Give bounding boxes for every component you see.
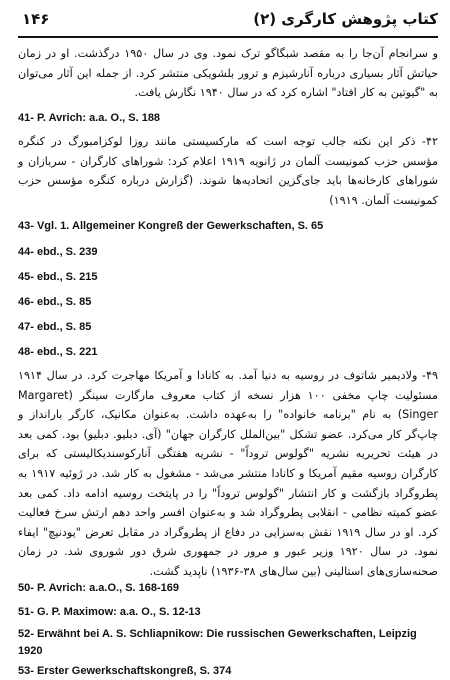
page-number: ۱۴۶ [22, 10, 50, 28]
footnote-48: 48- ebd., S. 221 [18, 346, 98, 358]
page-header [18, 8, 438, 32]
footnote-51: 51- G. P. Maximow: a.a. O., S. 12-13 [18, 606, 201, 618]
footnote-52: 52- Erwähnt bei A. S. Schliapnikow: Die russischen Gewerkschaften, Leipzig 1920 [18, 628, 417, 657]
footnote-42: ۴۲- ذکر این نکته جالب توجه است که مارکسیستی مانند روزا لوکزامبورگ در کنگره مؤسس حزب کمونیست آلمان در ژانویه ۱۹۱۹ اعلام کرد: شوراهای کارگران - سربازان و شوراهای کارخانه‌ها باید جای‌گزین اتحادیه‌ها شوند. (گزارش درباره کنگره مؤسس حزب کمونیست آلمان. ۱۹۱۹) [18, 135, 438, 207]
footnote-41: 41- P. Avrich: a.a. O., S. 188 [18, 112, 161, 124]
footnote-50: 50- P. Avrich: a.a.O., S. 168-169 [18, 582, 180, 594]
header-rule [18, 36, 438, 38]
footnote-46: 46- ebd., S. 85 [18, 296, 92, 308]
footnote-53: 53- Erster Gewerkschaftskongreß, S. 374 [18, 665, 232, 677]
note-continuation-paragraph: و سرانجام آن‌جا را به مقصد شبگاگو ترک نمود. وی در سال ۱۹۵۰ درگذشت. او در زمان حیاتش آثار بسیاری درباره آنارشیزم و ترور بلشویکی منتشر کرد. از جمله این آثار می‌توان به "گیوتین به کار افتاد" اشاره کرد که در سال ۱۹۴۰ نگارش یافت. [18, 47, 438, 100]
book-title: کتاب پژوهش کارگری (۲) [253, 10, 438, 28]
footnote-47: 47- ebd., S. 85 [18, 321, 92, 333]
page [18, 8, 438, 677]
footnote-49: ۴۹- ولادیمیر شاتوف در روسیه به دنیا آمد. به کانادا و آمریکا مهاجرت کرد. در سال ۱۹۱۴ مسئولیت چاپ مخفی ۱۰۰ هزار نسخه از کتاب معروف مارگارت سینگر (Margaret Singer) به نام "برنامه خانواده" را به‌عهده داشت. به‌عنوان مکانیک، کارگر بارانداز و چاپ‌گر کار می‌کرد. عضو تشکل "بین‌الملل کارگران جهان" (آی. دبلیو. دبلیو) بود. کمی بعد در هیئت تحریریه نشریه "گولوس تروداً" - نشریه هفتگی آنارکوسندیکالیستی که برای کارگران روسیه مقیم آمریکا و کانادا منتشر می‌شد - مشغول به کار شد. در ژوئیه ۱۹۱۷ به پطروگراد بازگشت و کار انتشار "گولوس تروداً" را در پایتخت روسیه ادامه داد. کمی بعد عضو کمیته نظامی - انقلابی پطروگراد شد و به‌عنوان افسر واحد دهم ارتش سرخ فعالیت کرد. او در سال ۱۹۱۹ نقش به‌سزایی در دفاع از پطروگراد در مقابل تعرض "یودنیچ" ایفاء نمود. در سال ۱۹۲۰ وزیر عبور و مرور در جمهوری شرق دور شوروی شد. در زمان صحنه‌سازی‌های استالینی (بین سال‌های ۳۸-۱۹۳۶) ناپدید گشت. [18, 369, 438, 578]
footnote-44: 44- ebd., S. 239 [18, 246, 98, 258]
footnote-43: 43- Vgl. 1. Allgemeiner Kongreß der Gewerkschaften, S. 65 [18, 220, 324, 232]
footnote-45: 45- ebd., S. 215 [18, 271, 98, 283]
